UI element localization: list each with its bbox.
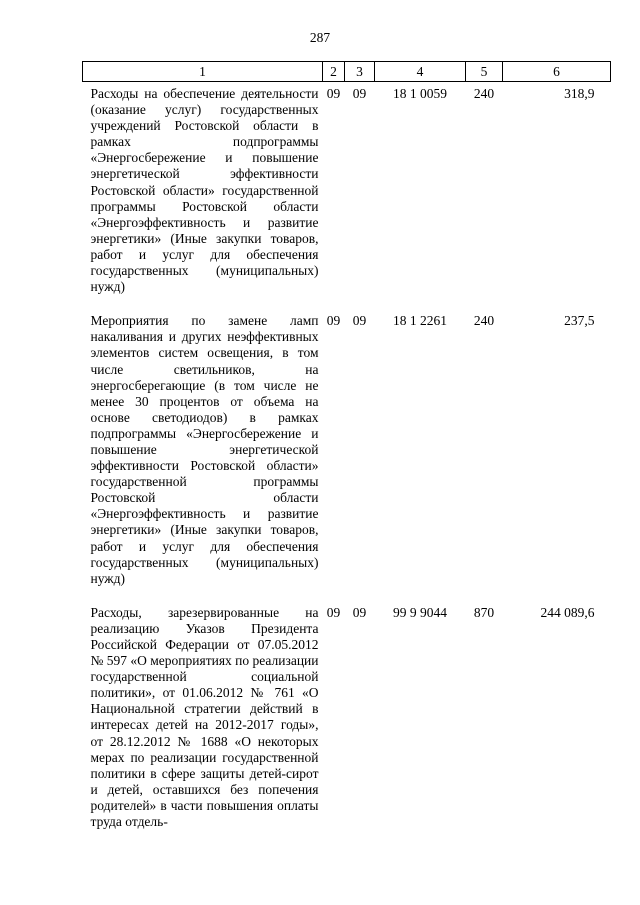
row-description: Мероприятия по замене ламп накаливания и других неэффективных элементов систем освещения, в том числе светильников, на энергосберегающие (в том числе не менее 30 процентов от объема на основе светодиодов) в рамках подпрограммы «Энергосбережение и повышение энергетической эффективности Ростовской области» государственной программы Ростовской области «Энергоэффективность и развитие энергетики» (Иные закупки товаров, работ и услуг для обеспечения государственных (муниципальных) нужд) [90, 313, 319, 586]
row-subsection-code: 09 [352, 313, 367, 329]
row-subsection-code: 09 [352, 86, 367, 101]
budget-table [82, 61, 611, 844]
header-col-6: 6 [503, 62, 611, 82]
row-target-article: 18 1 0059 [393, 86, 447, 101]
table-row [83, 82, 611, 310]
row-amount: 237,5 [564, 313, 595, 329]
row-expense-type: 240 [473, 313, 495, 329]
row-expense-type: 240 [473, 86, 495, 101]
row-section-code: 09 [326, 604, 341, 620]
table-row [83, 601, 611, 844]
header-col-3: 3 [345, 62, 375, 82]
row-description: Расходы, зарезервированные на реализацию Указов Президента Российской Федерации от 07.05.2012 № 597 «О мероприятиях по реализации государственной социальной политики», от 01.06.2012 № 761 «О Национальной стратегии действий в интересах детей на 2012-2017 годы», от 28.12.2012 № 1688 «О некоторых мерах по реализации государственной политики в сфере защиты детей-сирот и детей, оставшихся без попечения родителей» в части повышения оплаты труда отдель- [90, 604, 319, 830]
row-section-code: 09 [326, 86, 341, 101]
row-amount: 318,9 [564, 86, 595, 101]
table-header-row [83, 62, 611, 82]
row-expense-type: 870 [473, 604, 495, 620]
row-target-article: 99 9 9044 [393, 604, 447, 620]
page-number: 287 [309, 30, 331, 45]
header-col-5: 5 [466, 62, 503, 82]
header-col-4: 4 [375, 62, 466, 82]
row-description: Расходы на обеспечение деятельности (оказание услуг) государственных учреждений Ростовской области в рамках подпрограммы «Энергосбережение и повышение энергетической эффективности Ростовской области» государственной программы Ростовской области «Энергоэффективность и развитие энергетики» (Иные закупки товаров, работ и услуг для обеспечения государственных (муниципальных) нужд) [90, 86, 319, 295]
table-row [83, 309, 611, 601]
row-amount: 244 089,6 [540, 604, 595, 620]
row-section-code: 09 [326, 313, 341, 329]
header-col-2: 2 [323, 62, 345, 82]
header-col-1: 1 [83, 62, 323, 82]
row-target-article: 18 1 2261 [393, 313, 447, 329]
row-subsection-code: 09 [352, 604, 367, 620]
